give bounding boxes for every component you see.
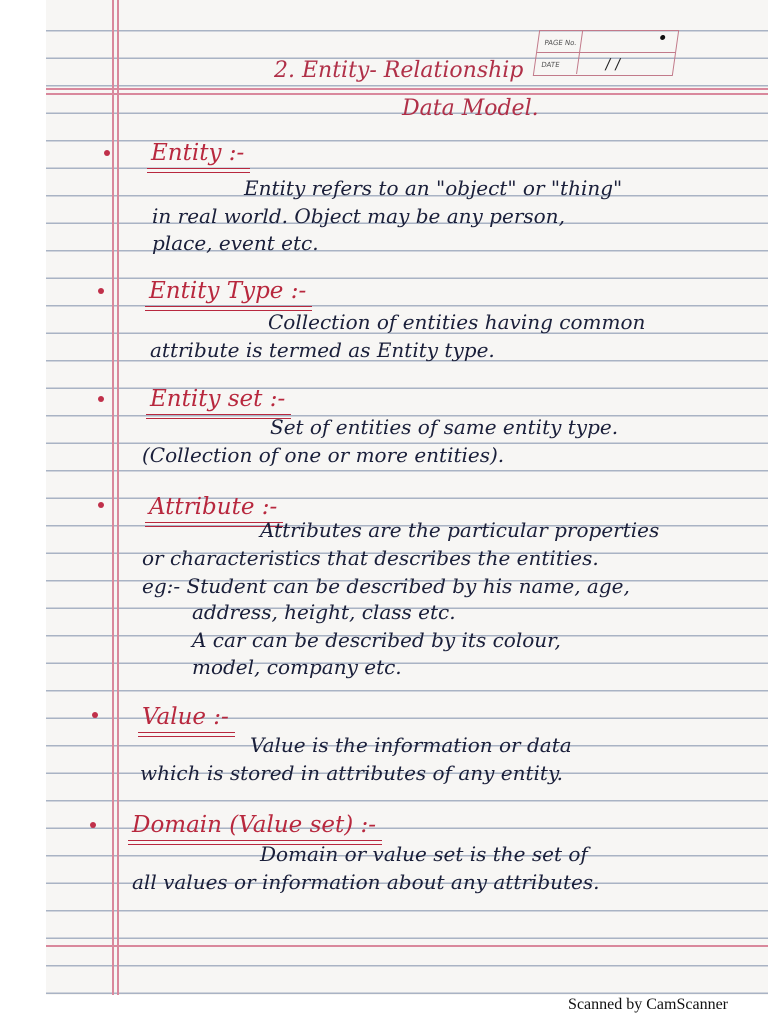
heading-entity-set: Entity set :-: [150, 386, 285, 412]
date-row: [534, 53, 675, 74]
bullet-point: [104, 150, 110, 156]
heading-value: Value :-: [142, 704, 229, 730]
text-line: Attributes are the particular properties: [260, 518, 660, 542]
bullet-point: [98, 288, 104, 294]
bullet-point: [90, 822, 96, 828]
margin-line: [117, 0, 119, 995]
date-value: / /: [604, 55, 622, 73]
text-line: Domain or value set is the set of: [260, 842, 588, 866]
bullet-point: [92, 712, 98, 718]
text-line: Value is the information or data: [250, 733, 572, 757]
page-date-box: [533, 30, 679, 76]
text-line: A car can be described by its colour,: [192, 628, 561, 652]
text-line: eg:- Student can be described by his name, age,: [142, 574, 630, 598]
bullet-point: [98, 396, 104, 402]
heading-entity: Entity :-: [151, 140, 244, 166]
scanner-watermark: Scanned by CamScanner: [568, 996, 728, 1013]
bullet-point: [98, 502, 104, 508]
page-title-line1: 2. Entity- Relationship: [274, 58, 524, 83]
date-label: DATE: [540, 61, 561, 69]
heading-entity-type: Entity Type :-: [149, 278, 306, 304]
top-rule: [46, 88, 768, 90]
text-line: attribute is termed as Entity type.: [150, 338, 495, 362]
top-rule: [46, 93, 768, 95]
text-line: Entity refers to an "object" or "thing": [244, 176, 623, 200]
text-line: Collection of entities having common: [268, 310, 646, 334]
pen-dot: [660, 35, 666, 40]
page-title-line2: Data Model.: [402, 96, 539, 121]
text-line: or characteristics that describes the entities.: [142, 546, 599, 570]
text-line: (Collection of one or more entities).: [142, 443, 505, 467]
page-number-row: [537, 31, 678, 53]
text-line: model, company etc.: [192, 655, 402, 679]
page-number-label: PAGE No.: [543, 39, 578, 47]
notebook-page: [46, 0, 768, 995]
heading-attribute: Attribute :-: [149, 494, 277, 520]
bottom-rule: [46, 945, 768, 947]
text-line: address, height, class etc.: [192, 600, 456, 624]
text-line: place, event etc.: [152, 231, 319, 255]
margin-line: [112, 0, 114, 995]
text-line: in real world. Object may be any person,: [152, 204, 565, 228]
text-line: Set of entities of same entity type.: [270, 415, 619, 439]
heading-domain: Domain (Value set) :-: [132, 812, 376, 838]
text-line: all values or information about any attributes.: [132, 870, 600, 894]
text-line: which is stored in attributes of any entity.: [140, 761, 563, 785]
